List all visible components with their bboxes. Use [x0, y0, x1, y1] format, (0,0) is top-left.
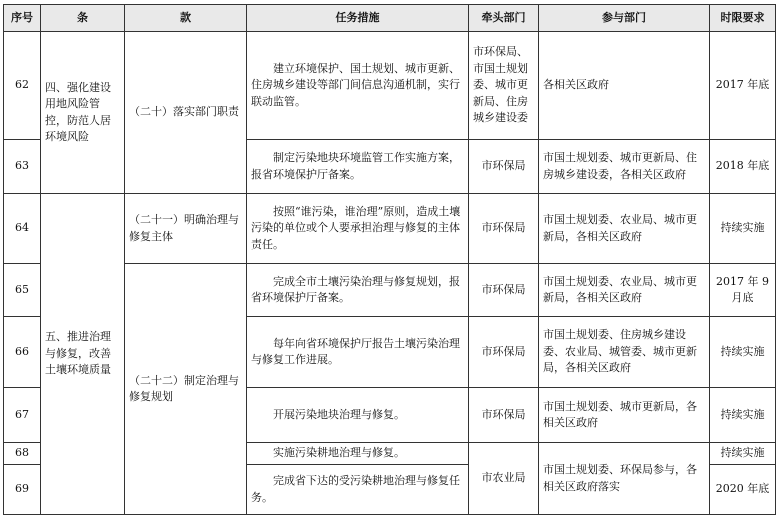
- participants-cell: 各相关区政府: [539, 32, 710, 140]
- lead-cell: 市环保局: [469, 388, 539, 443]
- measure-cell: 建立环境保护、国土规划、城市更新、住房城乡建设等部门间信息沟通机制，实行联动监管。: [247, 32, 469, 140]
- participants-cell: 市国土规划委、住房城乡建设委、农业局、城管委、城市更新局，各相关区政府: [539, 317, 710, 388]
- lead-cell: 市环保局: [469, 194, 539, 264]
- deadline-cell: 2017 年底: [710, 32, 776, 140]
- measure-cell: 完成省下达的受污染耕地治理与修复任务。: [247, 465, 469, 515]
- deadline-cell: 2020 年底: [710, 465, 776, 515]
- header-article: 条: [41, 5, 125, 32]
- row-seq: 66: [4, 317, 41, 388]
- participants-cell: 市国土规划委、农业局、城市更新局，各相关区政府: [539, 264, 710, 317]
- lead-cell: 市环保局、市国土规划委、城市更新局、住房城乡建设委: [469, 32, 539, 140]
- participants-cell: 市国土规划委、城市更新局，各相关区政府: [539, 388, 710, 443]
- header-participants: 参与部门: [539, 5, 710, 32]
- deadline-cell: 2017 年 9 月底: [710, 264, 776, 317]
- task-table: [3, 4, 776, 515]
- participants-cell: 市国土规划委、农业局、城市更新局，各相关区政府: [539, 194, 710, 264]
- measure-cell: 制定污染地块环境监管工作实施方案，报省环境保护厅备案。: [247, 140, 469, 194]
- deadline-cell: 持续实施: [710, 317, 776, 388]
- header-measures: 任务措施: [247, 5, 469, 32]
- lead-cell: 市环保局: [469, 317, 539, 388]
- deadline-cell: 持续实施: [710, 443, 776, 465]
- lead-cell: 市环保局: [469, 264, 539, 317]
- row-seq: 63: [4, 140, 41, 194]
- row-seq: 62: [4, 32, 41, 140]
- participants-cell: 市国土规划委、城市更新局、住房城乡建设委，各相关区政府: [539, 140, 710, 194]
- measure-cell: 实施污染耕地治理与修复。: [247, 443, 469, 465]
- article-cell: 五、推进治理与修复，改善土壤环境质量: [41, 194, 125, 515]
- header-lead: 牵头部门: [469, 5, 539, 32]
- measure-cell: 按照“谁污染，谁治理”原则，造成土壤污染的单位或个人要承担治理与修复的主体责任。: [247, 194, 469, 264]
- deadline-cell: 持续实施: [710, 388, 776, 443]
- deadline-cell: 持续实施: [710, 194, 776, 264]
- clause-cell: （二十二）制定治理与修复规划: [125, 264, 247, 515]
- clause-cell: （二十一）明确治理与修复主体: [125, 194, 247, 264]
- row-seq: 69: [4, 465, 41, 515]
- measure-cell: 开展污染地块治理与修复。: [247, 388, 469, 443]
- row-seq: 67: [4, 388, 41, 443]
- deadline-cell: 2018 年底: [710, 140, 776, 194]
- lead-cell: 市农业局: [469, 443, 539, 515]
- measure-cell: 每年向省环境保护厅报告土壤污染治理与修复工作进展。: [247, 317, 469, 388]
- measure-cell: 完成全市土壤污染治理与修复规划，报省环境保护厅备案。: [247, 264, 469, 317]
- header-clause: 款: [125, 5, 247, 32]
- row-seq: 64: [4, 194, 41, 264]
- lead-cell: 市环保局: [469, 140, 539, 194]
- row-seq: 65: [4, 264, 41, 317]
- header-row: [4, 5, 776, 32]
- participants-cell: 市国土规划委、环保局参与，各相关区政府落实: [539, 443, 710, 515]
- header-deadline: 时限要求: [710, 5, 776, 32]
- header-seq: 序号: [4, 5, 41, 32]
- clause-cell: （二十）落实部门职责: [125, 32, 247, 194]
- row-seq: 68: [4, 443, 41, 465]
- article-cell: 四、强化建设用地风险管控，防范人居环境风险: [41, 32, 125, 194]
- table-row: [4, 194, 776, 264]
- table-row: [4, 32, 776, 140]
